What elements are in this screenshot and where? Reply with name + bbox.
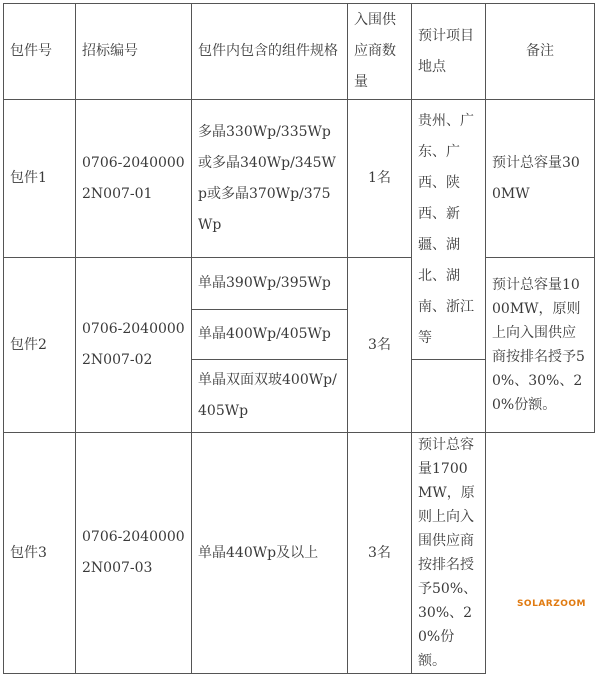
bid-table xyxy=(3,3,595,674)
remark-cell: 预计总容量300MW xyxy=(486,100,595,258)
spec-cell: 单晶400Wp/405Wp xyxy=(192,310,348,360)
spec-cell: 多晶330Wp/335Wp或多晶340Wp/345Wp或多晶370Wp/375Wp xyxy=(192,100,348,258)
supplier-count-cell: 3名 xyxy=(348,433,412,674)
package-cell: 包件3 xyxy=(4,433,76,674)
spec-cell: 单晶440Wp及以上 xyxy=(192,433,348,674)
bid-number-cell: 0706-20400002N007-03 xyxy=(76,433,192,674)
table-row xyxy=(4,258,595,310)
header-row xyxy=(4,4,595,100)
package-cell: 包件1 xyxy=(4,100,76,258)
header-specs: 包件内包含的组件规格 xyxy=(192,4,348,100)
watermark-logo: SOLARZOOM xyxy=(516,599,586,609)
header-package: 包件号 xyxy=(4,4,76,100)
bid-number-cell: 0706-20400002N007-01 xyxy=(76,100,192,258)
spec-cell: 单晶390Wp/395Wp xyxy=(192,258,348,310)
remark-cell: 预计总容量1000MW，原则上向入围供应商按排名授予50%、30%、20%份额。 xyxy=(486,258,595,433)
header-bid-number: 招标编号 xyxy=(76,4,192,100)
bid-number-cell: 0706-20400002N007-02 xyxy=(76,258,192,433)
table-row xyxy=(4,433,595,674)
spec-cell: 单晶双面双玻400Wp/405Wp xyxy=(192,360,348,433)
header-location: 预计项目地点 xyxy=(412,4,486,100)
supplier-count-cell: 3名 xyxy=(348,258,412,433)
location-cell: 贵州、广东、广西、陕西、新疆、湖北、湖南、浙江等 xyxy=(412,100,486,360)
package-cell: 包件2 xyxy=(4,258,76,433)
remark-cell: 预计总容量1700MW，原则上向入围供应商按排名授予50%、30%、20%份额。 xyxy=(412,433,486,674)
supplier-count-cell: 1名 xyxy=(348,100,412,258)
header-remark: 备注 xyxy=(486,4,595,100)
header-supplier-count: 入围供应商数量 xyxy=(348,4,412,100)
table-row xyxy=(4,100,595,258)
